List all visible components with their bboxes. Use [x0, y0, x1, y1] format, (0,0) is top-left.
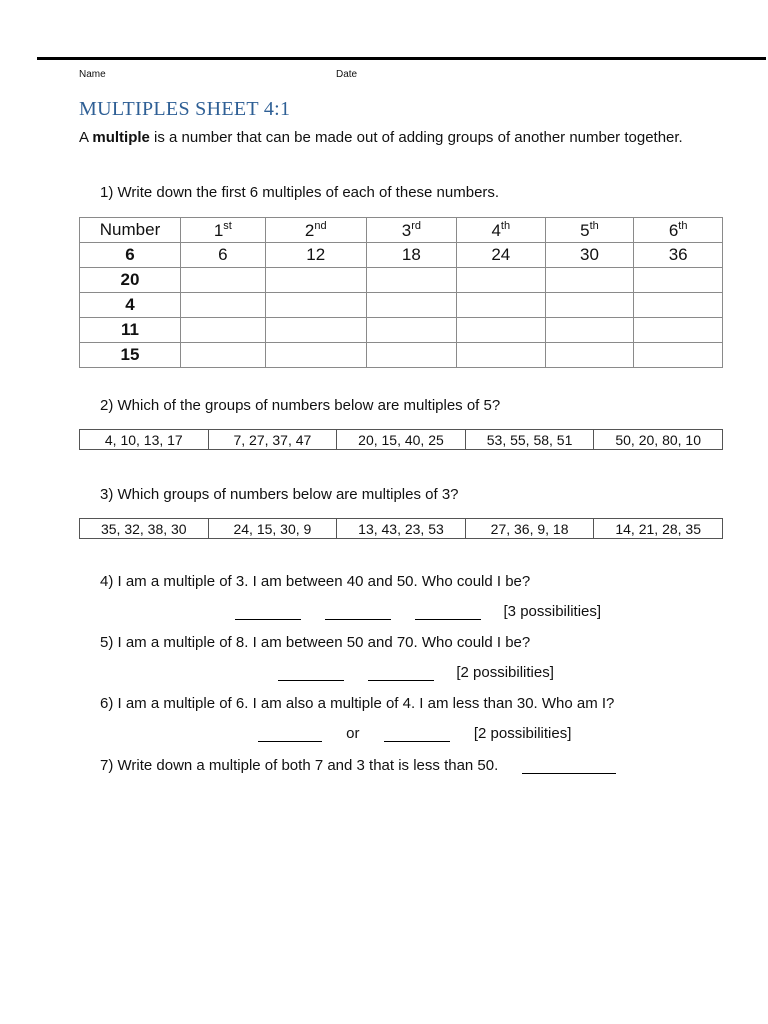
number-group[interactable]: 4, 10, 13, 17 — [80, 430, 209, 450]
answer-cell[interactable] — [634, 268, 723, 293]
intro-text — [79, 126, 729, 149]
question-7: 7) Write down a multiple of both 7 and 3 that is less than 50. — [100, 757, 499, 774]
table-row — [80, 268, 723, 293]
question-4: 4) I am a multiple of 3. I am between 40 and 50. Who could I be? — [100, 573, 531, 590]
number-group[interactable]: 24, 15, 30, 9 — [208, 519, 337, 539]
answer-blank[interactable] — [325, 603, 391, 620]
answer-blank[interactable] — [368, 664, 434, 681]
number-group[interactable]: 20, 15, 40, 25 — [337, 430, 466, 450]
answer-cell[interactable] — [265, 268, 366, 293]
answer-cell[interactable] — [366, 293, 456, 318]
row-number: 4 — [80, 293, 181, 318]
multiples-of-5-groups — [79, 429, 723, 450]
answer-cell[interactable] — [265, 343, 366, 368]
intro-bold-word: multiple — [92, 129, 150, 146]
answer-cell[interactable] — [634, 293, 723, 318]
table-header-ordinal: 6th — [634, 218, 723, 243]
row-number: 15 — [80, 343, 181, 368]
date-label: Date — [336, 69, 358, 80]
question-7-row — [100, 757, 616, 774]
number-group[interactable]: 7, 27, 37, 47 — [208, 430, 337, 450]
top-rule — [37, 57, 766, 60]
table-header-ordinal: 5th — [545, 218, 634, 243]
answer-cell[interactable] — [456, 318, 545, 343]
answer-blank[interactable] — [278, 664, 344, 681]
answer-blank[interactable] — [384, 725, 450, 742]
table-cell: 36 — [634, 243, 723, 268]
page-title: MULTIPLES SHEET 4:1 — [79, 98, 291, 120]
question-2: 2) Which of the groups of numbers below are multiples of 5? — [100, 397, 501, 414]
number-group[interactable]: 35, 32, 38, 30 — [80, 519, 209, 539]
answer-blank[interactable] — [235, 603, 301, 620]
answer-row-5 — [278, 664, 554, 681]
answer-cell[interactable] — [545, 268, 634, 293]
number-group[interactable]: 50, 20, 80, 10 — [594, 430, 723, 450]
answer-row-6 — [258, 725, 571, 742]
intro-suffix: is a number that can be made out of adding groups of another number together. — [149, 129, 683, 146]
multiples-table — [79, 217, 723, 368]
possibilities-note: [3 possibilities] — [503, 603, 602, 620]
answer-row-4 — [235, 603, 601, 620]
number-group[interactable]: 13, 43, 23, 53 — [337, 519, 466, 539]
multiples-of-3-groups — [79, 518, 723, 539]
answer-cell[interactable] — [366, 268, 456, 293]
answer-cell[interactable] — [181, 293, 266, 318]
answer-cell[interactable] — [456, 268, 545, 293]
answer-cell[interactable] — [456, 293, 545, 318]
answer-cell[interactable] — [265, 318, 366, 343]
number-group[interactable]: 27, 36, 9, 18 — [465, 519, 594, 539]
answer-cell[interactable] — [181, 318, 266, 343]
answer-cell[interactable] — [545, 343, 634, 368]
question-6: 6) I am a multiple of 6. I am also a multiple of 4. I am less than 30. Who am I? — [100, 695, 615, 712]
row-number: 11 — [80, 318, 181, 343]
answer-blank[interactable] — [522, 757, 616, 774]
table-header-ordinal: 2nd — [265, 218, 366, 243]
table-cell: 12 — [265, 243, 366, 268]
table-cell: 6 — [181, 243, 266, 268]
intro-prefix: A — [79, 129, 93, 146]
answer-cell[interactable] — [265, 293, 366, 318]
table-row — [80, 243, 723, 268]
table-cell: 24 — [456, 243, 545, 268]
answer-blank[interactable] — [258, 725, 322, 742]
or-text: or — [346, 725, 360, 742]
number-group[interactable]: 14, 21, 28, 35 — [594, 519, 723, 539]
table-header-number: Number — [80, 218, 181, 243]
table-header-ordinal: 3rd — [366, 218, 456, 243]
table-header-ordinal: 4th — [456, 218, 545, 243]
answer-cell[interactable] — [545, 293, 634, 318]
table-row — [80, 343, 723, 368]
answer-cell[interactable] — [181, 268, 266, 293]
table-header-ordinal: 1st — [181, 218, 266, 243]
possibilities-note: [2 possibilities] — [473, 725, 572, 742]
answer-cell[interactable] — [634, 343, 723, 368]
row-number: 6 — [80, 243, 181, 268]
answer-cell[interactable] — [456, 343, 545, 368]
table-cell: 18 — [366, 243, 456, 268]
answer-cell[interactable] — [366, 343, 456, 368]
table-row — [80, 318, 723, 343]
table-header-row — [80, 218, 723, 243]
possibilities-note: [2 possibilities] — [456, 664, 554, 681]
table-row — [80, 293, 723, 318]
name-label: Name — [79, 69, 106, 80]
question-1: 1) Write down the first 6 multiples of each of these numbers. — [100, 184, 500, 201]
answer-cell[interactable] — [634, 318, 723, 343]
question-3: 3) Which groups of numbers below are multiples of 3? — [100, 486, 459, 503]
row-number: 20 — [80, 268, 181, 293]
answer-blank[interactable] — [415, 603, 481, 620]
answer-cell[interactable] — [366, 318, 456, 343]
answer-cell[interactable] — [181, 343, 266, 368]
answer-cell[interactable] — [545, 318, 634, 343]
table-cell: 30 — [545, 243, 634, 268]
question-5: 5) I am a multiple of 8. I am between 50 and 70. Who could I be? — [100, 634, 531, 651]
number-group[interactable]: 53, 55, 58, 51 — [465, 430, 594, 450]
